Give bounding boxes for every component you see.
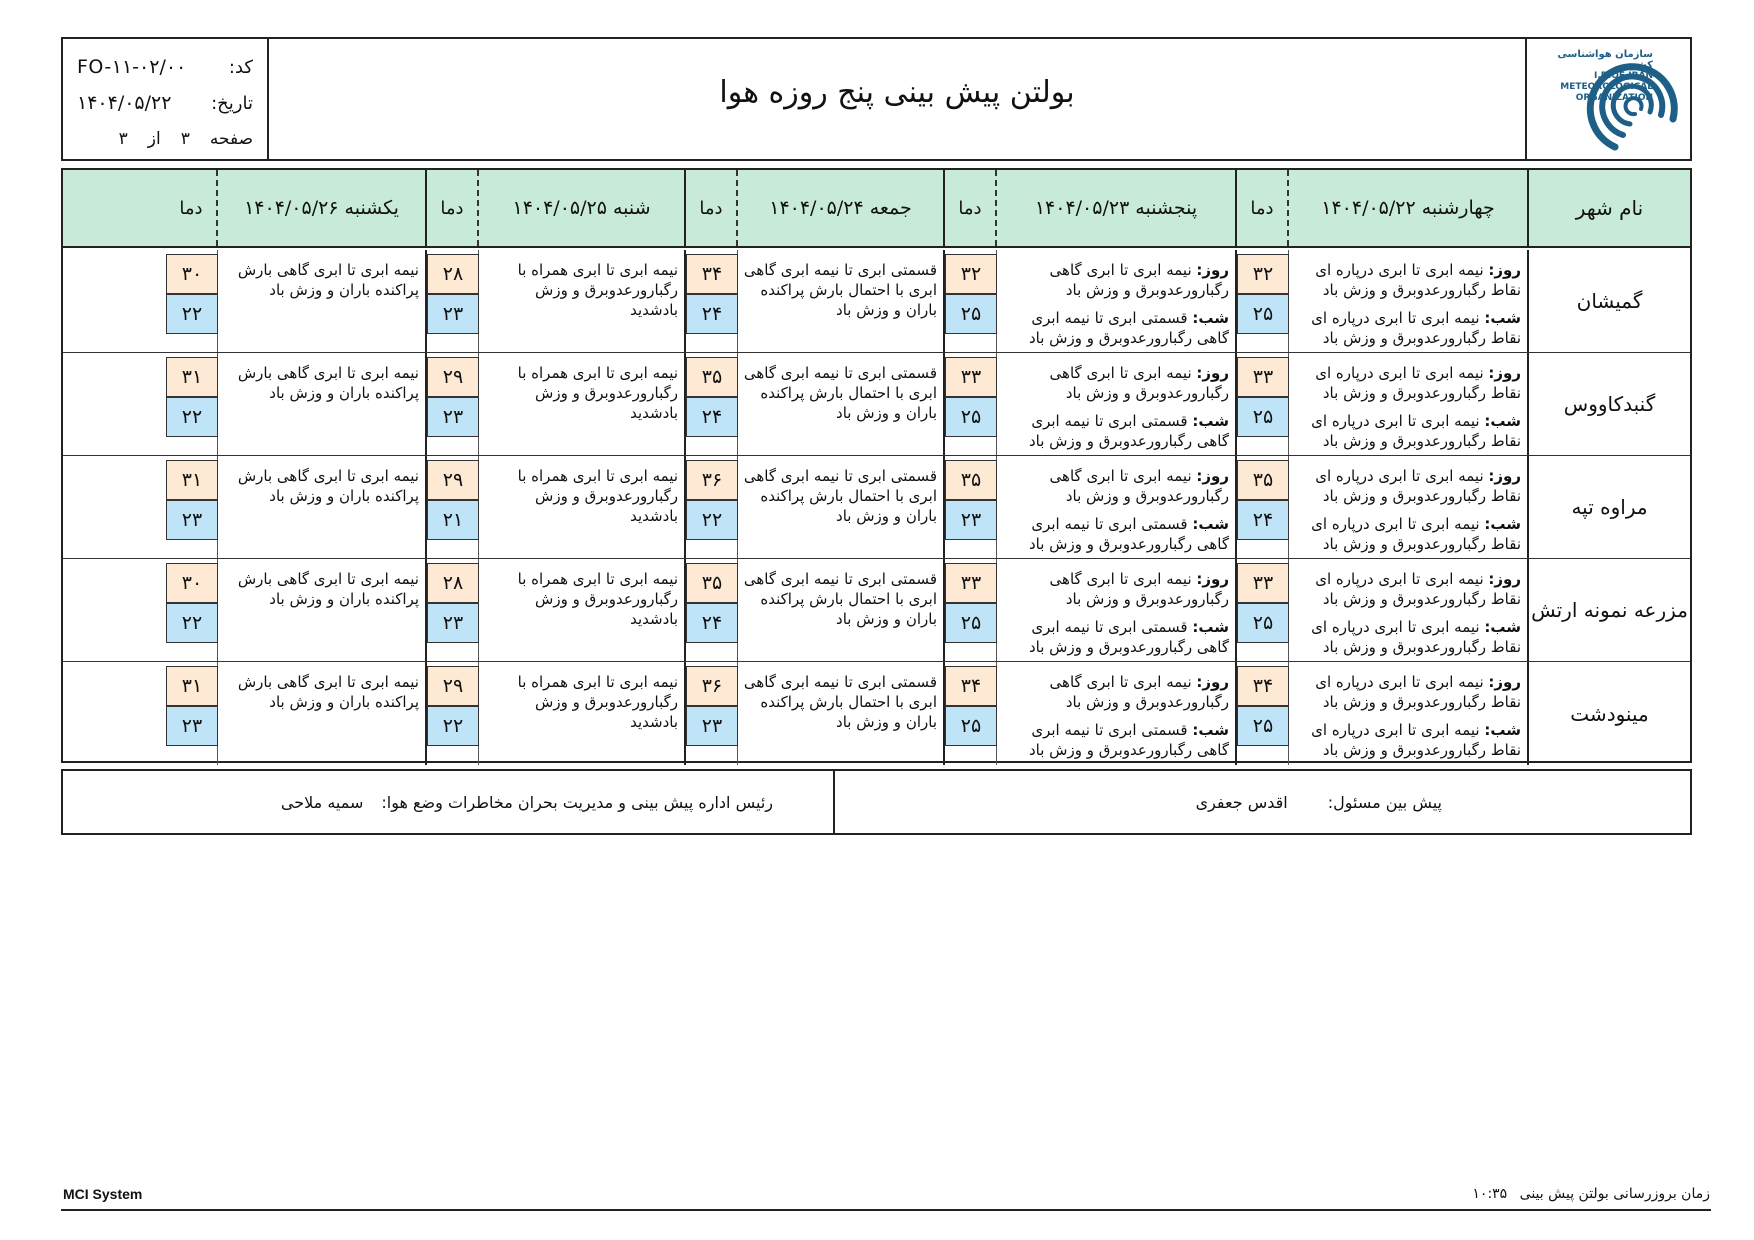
night-forecast-text: قسمتی ابری تا نیمه ابری گاهی رگبارورعدوبرق و وزش باد	[1028, 309, 1229, 347]
night-forecast	[1001, 308, 1229, 348]
min-temperature: ۲۲	[427, 706, 479, 746]
day-label: روز:	[1488, 261, 1521, 279]
day-forecast-text: نیمه ابری تا ابری گاهی رگبارورعدوبرق و وزش باد	[1049, 570, 1229, 608]
temperature-cell	[945, 662, 997, 765]
forecast-text: نیمه ابری تا ابری همراه با رگبارورعدوبرق و وزش بادشدید	[517, 261, 678, 319]
day-forecast	[1293, 672, 1521, 712]
night-forecast	[1293, 514, 1521, 554]
max-temperature: ۳۵	[686, 357, 738, 397]
night-forecast-text: قسمتی ابری تا نیمه ابری گاهی رگبارورعدوبرق و وزش باد	[1028, 721, 1229, 759]
max-temperature: ۳۱	[166, 357, 218, 397]
city-name: گمیشان	[1527, 250, 1690, 352]
forecast-description	[479, 250, 684, 352]
page-indicator	[77, 121, 253, 157]
day-forecast	[1001, 260, 1229, 300]
temperature-cell	[166, 662, 218, 765]
forecast-description	[738, 456, 943, 558]
forecast-description	[738, 250, 943, 352]
day-forecast	[1293, 466, 1521, 506]
min-temperature: ۲۱	[427, 500, 479, 540]
night-forecast-text: قسمتی ابری تا نیمه ابری گاهی رگبارورعدوبرق و وزش باد	[1028, 515, 1229, 553]
max-temperature: ۳۵	[686, 563, 738, 603]
forecast-text: نیمه ابری تا ابری همراه با رگبارورعدوبرق و وزش بادشدید	[517, 364, 678, 422]
forecast-cell	[166, 250, 425, 352]
table-row	[63, 456, 1690, 559]
forecast-text: قسمتی ابری تا نیمه ابری گاهی ابری با احتمال بارش پراکنده باران و وزش باد	[743, 364, 937, 422]
min-temperature: ۲۲	[166, 294, 218, 334]
max-temperature: ۳۴	[945, 666, 997, 706]
min-temperature: ۲۵	[945, 706, 997, 746]
update-time: ۱۰:۳۵	[1472, 1186, 1508, 1202]
day-forecast-text: نیمه ابری تا ابری درپاره ای نقاط رگبارورعدوبرق و وزش باد	[1315, 261, 1521, 299]
bulletin-header	[61, 37, 1692, 161]
night-forecast	[1293, 617, 1521, 657]
page-total: ۳	[118, 129, 128, 149]
forecast-description	[218, 559, 425, 661]
max-temperature: ۳۴	[686, 254, 738, 294]
temp-column-header: دما	[945, 170, 997, 246]
day-header-5	[166, 170, 425, 246]
min-temperature: ۲۴	[686, 397, 738, 437]
max-temperature: ۳۰	[166, 563, 218, 603]
forecast-cell	[684, 662, 943, 765]
logo-text-en-2: METEOROLOGICAL	[1560, 82, 1653, 92]
max-temperature: ۳۳	[945, 563, 997, 603]
forecast-description	[218, 662, 425, 765]
forecaster-block	[833, 771, 1690, 833]
max-temperature: ۳۰	[166, 254, 218, 294]
forecast-text: نیمه ابری تا ابری همراه با رگبارورعدوبرق و وزش بادشدید	[517, 467, 678, 525]
table-row	[63, 353, 1690, 456]
day-forecast-text: نیمه ابری تا ابری گاهی رگبارورعدوبرق و وزش باد	[1049, 467, 1229, 505]
forecast-text: قسمتی ابری تا نیمه ابری گاهی ابری با احتمال بارش پراکنده باران و وزش باد	[743, 673, 937, 731]
forecast-text: قسمتی ابری تا نیمه ابری گاهی ابری با احتمال بارش پراکنده باران و وزش باد	[743, 570, 937, 628]
system-name: MCI System	[63, 1186, 143, 1202]
temperature-cell	[686, 559, 738, 661]
day-forecast-text: نیمه ابری تا ابری گاهی رگبارورعدوبرق و وزش باد	[1049, 364, 1229, 402]
day-forecast-text: نیمه ابری تا ابری درپاره ای نقاط رگبارورعدوبرق و وزش باد	[1315, 467, 1521, 505]
forecast-description	[738, 559, 943, 661]
date-value: ۱۴۰۴/۰۵/۲۲	[77, 92, 172, 114]
max-temperature: ۲۹	[427, 460, 479, 500]
min-temperature: ۲۵	[1237, 706, 1289, 746]
code-value: FO-۱۱-۰۲/۰۰	[77, 56, 187, 78]
night-forecast	[1293, 308, 1521, 348]
min-temperature: ۲۵	[1237, 603, 1289, 643]
min-temperature: ۲۵	[1237, 294, 1289, 334]
table-row	[63, 559, 1690, 662]
night-forecast-text: نیمه ابری تا ابری درپاره ای نقاط رگبارورعدوبرق و وزش باد	[1311, 412, 1521, 450]
temperature-cell	[1237, 353, 1289, 455]
night-forecast-text: قسمتی ابری تا نیمه ابری گاهی رگبارورعدوبرق و وزش باد	[1028, 412, 1229, 450]
night-forecast-text: نیمه ابری تا ابری درپاره ای نقاط رگبارورعدوبرق و وزش باد	[1311, 515, 1521, 553]
min-temperature: ۲۲	[686, 500, 738, 540]
table-header-row	[63, 170, 1690, 248]
night-forecast-text: قسمتی ابری تا نیمه ابری گاهی رگبارورعدوبرق و وزش باد	[1028, 618, 1229, 656]
day-label: روز:	[1196, 673, 1229, 691]
forecast-description	[218, 250, 425, 352]
table-row	[63, 662, 1690, 765]
day-label: روز:	[1196, 261, 1229, 279]
temperature-cell	[1237, 250, 1289, 352]
temperature-cell	[427, 559, 479, 661]
day-header-3	[684, 170, 943, 246]
forecast-cell	[1235, 662, 1527, 765]
forecast-cell	[166, 456, 425, 558]
max-temperature: ۳۴	[1237, 666, 1289, 706]
forecast-cell	[425, 662, 684, 765]
head-label: رئیس اداره پیش بینی و مدیریت بحران مخاطرات وضع هوا:	[381, 792, 773, 812]
forecast-description	[218, 456, 425, 558]
temperature-cell	[945, 456, 997, 558]
night-forecast-text: نیمه ابری تا ابری درپاره ای نقاط رگبارورعدوبرق و وزش باد	[1311, 618, 1521, 656]
day-forecast-text: نیمه ابری تا ابری گاهی رگبارورعدوبرق و وزش باد	[1049, 673, 1229, 711]
city-name: مزرعه نمونه ارتش	[1527, 559, 1690, 661]
forecast-table	[61, 168, 1692, 763]
temperature-cell	[686, 456, 738, 558]
temperature-cell	[427, 250, 479, 352]
temperature-cell	[686, 353, 738, 455]
forecast-cell	[943, 456, 1235, 558]
min-temperature: ۲۳	[945, 500, 997, 540]
forecast-cell	[684, 250, 943, 352]
forecast-cell	[425, 559, 684, 661]
min-temperature: ۲۵	[1237, 397, 1289, 437]
max-temperature: ۳۲	[945, 254, 997, 294]
max-temperature: ۳۲	[1237, 254, 1289, 294]
logo-text-en-1: I.R.OF IRAN	[1594, 71, 1653, 81]
max-temperature: ۳۶	[686, 666, 738, 706]
night-label: شب:	[1192, 618, 1229, 636]
day-label: روز:	[1196, 570, 1229, 588]
max-temperature: ۳۱	[166, 460, 218, 500]
day-forecast	[1001, 672, 1229, 712]
head-name: سمیه ملاحی	[280, 792, 364, 812]
forecast-cell	[1235, 353, 1527, 455]
night-label: شب:	[1484, 309, 1521, 327]
forecast-text: نیمه ابری تا ابری گاهی بارش پراکنده باران و وزش باد	[237, 570, 419, 608]
night-label: شب:	[1484, 515, 1521, 533]
forecast-description	[1289, 353, 1527, 455]
temp-column-header: دما	[427, 170, 479, 246]
forecast-description	[479, 353, 684, 455]
day-forecast-text: نیمه ابری تا ابری درپاره ای نقاط رگبارورعدوبرق و وزش باد	[1315, 673, 1521, 711]
forecast-text: قسمتی ابری تا نیمه ابری گاهی ابری با احتمال بارش پراکنده باران و وزش باد	[743, 467, 937, 525]
forecast-description	[218, 353, 425, 455]
forecast-description	[997, 559, 1235, 661]
head-block	[63, 771, 833, 833]
max-temperature: ۳۳	[945, 357, 997, 397]
min-temperature: ۲۲	[166, 603, 218, 643]
day-label: روز:	[1488, 570, 1521, 588]
forecast-cell	[684, 559, 943, 661]
day-forecast	[1001, 569, 1229, 609]
temperature-cell	[166, 250, 218, 352]
temperature-cell	[1237, 662, 1289, 765]
day-label: روز:	[1488, 364, 1521, 382]
city-name: مینودشت	[1527, 662, 1690, 765]
forecast-text: نیمه ابری تا ابری گاهی بارش پراکنده باران و وزش باد	[237, 364, 419, 402]
day-forecast	[1001, 363, 1229, 403]
day-forecast	[1001, 466, 1229, 506]
temperature-cell	[427, 353, 479, 455]
forecast-cell	[943, 559, 1235, 661]
day-forecast	[1293, 363, 1521, 403]
forecast-cell	[425, 456, 684, 558]
forecast-description	[997, 456, 1235, 558]
table-row	[63, 250, 1690, 353]
min-temperature: ۲۳	[427, 603, 479, 643]
night-forecast	[1293, 720, 1521, 760]
day-label: روز:	[1196, 364, 1229, 382]
page-title: بولتن پیش بینی پنج روزه هوا	[719, 74, 1075, 110]
day-header-1	[1235, 170, 1527, 246]
night-forecast-text: نیمه ابری تا ابری درپاره ای نقاط رگبارورعدوبرق و وزش باد	[1311, 721, 1521, 759]
temperature-cell	[427, 662, 479, 765]
night-label: شب:	[1192, 412, 1229, 430]
city-column-header: نام شهر	[1527, 170, 1690, 246]
min-temperature: ۲۴	[686, 603, 738, 643]
max-temperature: ۳۳	[1237, 563, 1289, 603]
day-label: روز:	[1488, 467, 1521, 485]
forecast-description	[997, 353, 1235, 455]
spiral-logo-icon	[1585, 57, 1685, 157]
min-temperature: ۲۴	[1237, 500, 1289, 540]
forecast-description	[1289, 456, 1527, 558]
page-label: صفحه	[209, 129, 253, 149]
min-temperature: ۲۳	[427, 397, 479, 437]
forecast-description	[479, 662, 684, 765]
forecaster-name: اقدس جعفری	[1195, 792, 1288, 812]
forecast-text: نیمه ابری تا ابری گاهی بارش پراکنده باران و وزش باد	[237, 261, 419, 299]
night-label: شب:	[1484, 721, 1521, 739]
max-temperature: ۲۸	[427, 563, 479, 603]
code-label: کد:	[228, 56, 253, 78]
temperature-cell	[1237, 559, 1289, 661]
forecast-text: نیمه ابری تا ابری گاهی بارش پراکنده باران و وزش باد	[237, 467, 419, 505]
max-temperature: ۳۵	[945, 460, 997, 500]
document-meta	[63, 39, 269, 159]
day-header-4	[425, 170, 684, 246]
day-label: روز:	[1488, 673, 1521, 691]
night-label: شب:	[1192, 515, 1229, 533]
forecast-description	[738, 662, 943, 765]
temp-column-header: دما	[1237, 170, 1289, 246]
max-temperature: ۳۱	[166, 666, 218, 706]
forecast-text: نیمه ابری تا ابری همراه با رگبارورعدوبرق و وزش بادشدید	[517, 673, 678, 731]
forecast-cell	[943, 353, 1235, 455]
max-temperature: ۳۶	[686, 460, 738, 500]
forecast-cell	[166, 662, 425, 765]
city-name: مراوه تپه	[1527, 456, 1690, 558]
forecast-cell	[943, 662, 1235, 765]
temperature-cell	[945, 250, 997, 352]
forecast-description	[1289, 662, 1527, 765]
day-forecast	[1293, 260, 1521, 300]
min-temperature: ۲۳	[686, 706, 738, 746]
forecast-cell	[1235, 456, 1527, 558]
night-forecast	[1293, 411, 1521, 451]
logo-text-en-3: ORGANIZATION	[1575, 93, 1653, 103]
day-header-label: چهارشنبه ۱۴۰۴/۰۵/۲۲	[1321, 197, 1495, 219]
city-name: گنبدکاووس	[1527, 353, 1690, 455]
temperature-cell	[686, 250, 738, 352]
day-forecast	[1293, 569, 1521, 609]
update-time-text	[1472, 1186, 1710, 1202]
forecast-description	[997, 250, 1235, 352]
page-current: ۳	[180, 129, 190, 149]
forecast-text: نیمه ابری تا ابری همراه با رگبارورعدوبرق و وزش بادشدید	[517, 570, 678, 628]
forecaster-label: پیش بین مسئول:	[1327, 792, 1442, 812]
logo-text-fa: سازمان هواشناسی کشور	[1557, 49, 1653, 71]
night-forecast-text: نیمه ابری تا ابری درپاره ای نقاط رگبارورعدوبرق و وزش باد	[1311, 309, 1521, 347]
max-temperature: ۲۹	[427, 357, 479, 397]
forecast-cell	[1235, 250, 1527, 352]
min-temperature: ۲۳	[166, 500, 218, 540]
night-label: شب:	[1192, 721, 1229, 739]
temp-column-header: دما	[686, 170, 738, 246]
forecast-description	[479, 456, 684, 558]
temperature-cell	[166, 456, 218, 558]
forecast-text: نیمه ابری تا ابری گاهی بارش پراکنده باران و وزش باد	[237, 673, 419, 711]
temperature-cell	[1237, 456, 1289, 558]
min-temperature: ۲۴	[686, 294, 738, 334]
day-forecast-text: نیمه ابری تا ابری درپاره ای نقاط رگبارورعدوبرق و وزش باد	[1315, 570, 1521, 608]
night-label: شب:	[1192, 309, 1229, 327]
min-temperature: ۲۲	[166, 397, 218, 437]
forecast-description	[1289, 250, 1527, 352]
min-temperature: ۲۵	[945, 294, 997, 334]
organization-logo	[1525, 39, 1690, 159]
night-forecast	[1001, 617, 1229, 657]
day-header-label: جمعه ۱۴۰۴/۰۵/۲۴	[769, 197, 912, 219]
forecast-description	[1289, 559, 1527, 661]
forecast-description	[738, 353, 943, 455]
max-temperature: ۳۵	[1237, 460, 1289, 500]
forecast-cell	[166, 559, 425, 661]
page-of: از	[147, 129, 161, 149]
min-temperature: ۲۳	[427, 294, 479, 334]
forecast-description	[479, 559, 684, 661]
day-header-2	[943, 170, 1235, 246]
night-label: شب:	[1484, 412, 1521, 430]
day-header-label: پنجشنبه ۱۴۰۴/۰۵/۲۳	[1034, 197, 1198, 219]
forecast-description	[997, 662, 1235, 765]
day-label: روز:	[1196, 467, 1229, 485]
forecast-text: قسمتی ابری تا نیمه ابری گاهی ابری با احتمال بارش پراکنده باران و وزش باد	[743, 261, 937, 319]
night-forecast	[1001, 514, 1229, 554]
min-temperature: ۲۳	[166, 706, 218, 746]
date-label: تاریخ:	[211, 92, 253, 114]
day-header-label: شنبه ۱۴۰۴/۰۵/۲۵	[512, 197, 651, 219]
max-temperature: ۳۳	[1237, 357, 1289, 397]
max-temperature: ۲۹	[427, 666, 479, 706]
footer-divider	[61, 1209, 1711, 1211]
min-temperature: ۲۵	[945, 603, 997, 643]
day-forecast-text: نیمه ابری تا ابری درپاره ای نقاط رگبارورعدوبرق و وزش باد	[1315, 364, 1521, 402]
temperature-cell	[427, 456, 479, 558]
min-temperature: ۲۵	[945, 397, 997, 437]
temperature-cell	[945, 559, 997, 661]
signature-bar	[61, 769, 1692, 835]
forecast-cell	[684, 353, 943, 455]
day-forecast-text: نیمه ابری تا ابری گاهی رگبارورعدوبرق و وزش باد	[1049, 261, 1229, 299]
night-forecast	[1001, 720, 1229, 760]
forecast-cell	[1235, 559, 1527, 661]
temperature-cell	[686, 662, 738, 765]
forecast-cell	[684, 456, 943, 558]
day-header-label: یکشنبه ۱۴۰۴/۰۵/۲۶	[244, 197, 399, 219]
temperature-cell	[945, 353, 997, 455]
temperature-cell	[166, 559, 218, 661]
max-temperature: ۲۸	[427, 254, 479, 294]
forecast-cell	[425, 353, 684, 455]
temperature-cell	[166, 353, 218, 455]
forecast-cell	[166, 353, 425, 455]
temp-column-header: دما	[166, 170, 218, 246]
update-label: زمان بروزرسانی بولتن پیش بینی	[1519, 1186, 1710, 1202]
night-label: شب:	[1484, 618, 1521, 636]
forecast-cell	[425, 250, 684, 352]
night-forecast	[1001, 411, 1229, 451]
forecast-cell	[943, 250, 1235, 352]
